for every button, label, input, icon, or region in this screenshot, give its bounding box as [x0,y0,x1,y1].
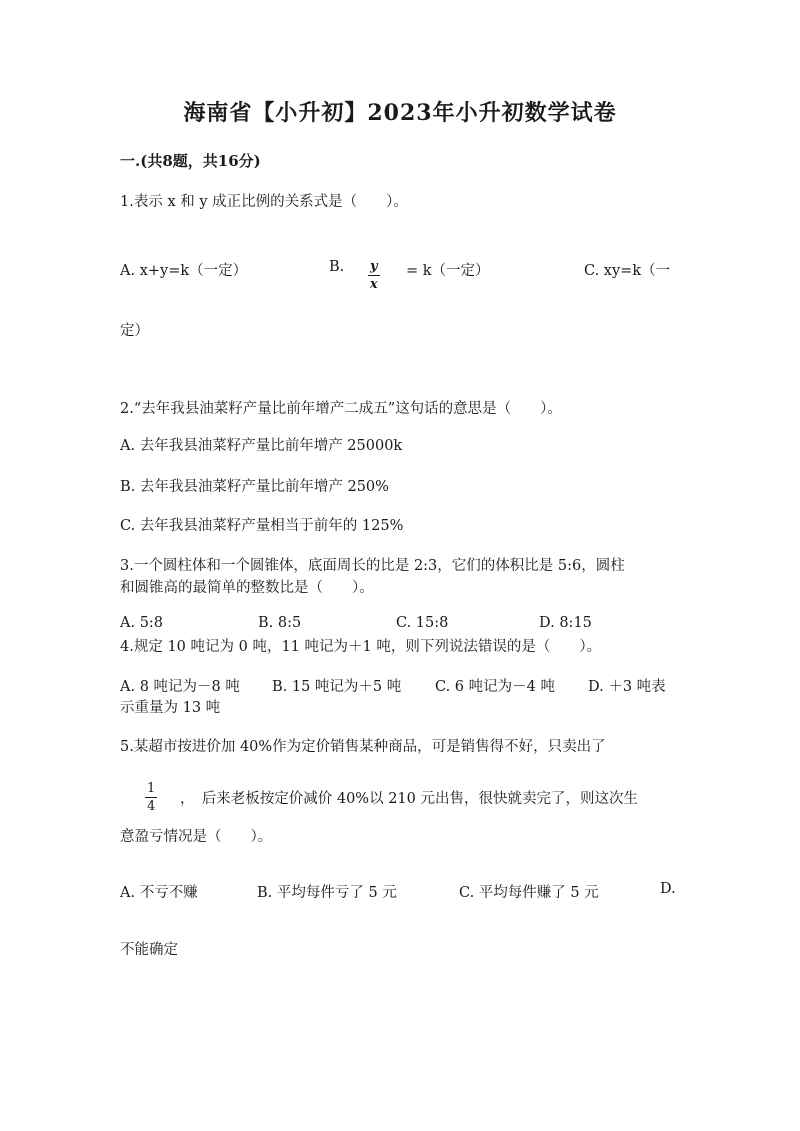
question-5-stem-line-1: 5.某超市按进价加 40%作为定价销售某种商品，可是销售得不好，只卖出了 [120,739,606,755]
fraction-denominator: 4 [147,799,156,814]
question-4-option-c: C. 6 吨记为－4 吨 [435,679,555,695]
question-3-stem-line-2: 和圆锥高的最简单的整数比是（ ）。 [120,580,374,596]
question-2-option-b: B. 去年我县油菜籽产量比前年增产 250% [120,479,389,495]
question-5-stem-line-3: 意盈亏情况是（ ）。 [120,829,273,845]
question-1-option-c: C. xy=k（一 [584,263,671,279]
fraction-numerator: y [370,259,378,274]
question-1-option-b-label: B. [329,259,345,275]
question-3-option-a: A. 5:8 [120,615,164,631]
question-5-stem-line-2: ， 后来老板按定价减价 40%以 210 元出售，很快就卖完了，则这次生 [180,791,638,807]
fraction-numerator: 1 [147,781,156,796]
question-2-option-c: C. 去年我县油菜籽产量相当于前年的 125% [120,518,404,534]
fraction-denominator: x [369,277,378,292]
question-1-option-b-text: = k（一定） [406,263,490,279]
question-3-option-d: D. 8:15 [539,615,592,631]
question-5-option-c: C. 平均每件赚了 5 元 [459,885,599,901]
question-5-option-b: B. 平均每件亏了 5 元 [257,885,397,901]
question-4-stem: 4.规定 10 吨记为 0 吨，11 吨记为＋1 吨，则下列说法错误的是（ ）。 [120,639,602,655]
question-4-option-a: A. 8 吨记为－8 吨 [120,679,240,695]
question-3-stem-line-1: 3.一个圆柱体和一个圆锥体，底面周长的比是 2:3，它们的体积比是 5:6，圆柱 [120,558,625,574]
question-1-option-b-fraction [368,255,380,291]
question-5-fraction [145,777,157,813]
question-4-option-d: D. ＋3 吨表 [588,679,666,695]
question-1-stem: 1.表示 x 和 y 成正比例的关系式是（ ）。 [120,194,408,210]
question-5-option-a: A. 不亏不赚 [120,885,198,901]
question-1-option-a: A. x+y=k（一定） [120,263,248,279]
question-1-option-c-continued: 定） [120,323,149,339]
question-2-stem: 2.“去年我县油菜籽产量比前年增产二成五”这句话的意思是（ ）。 [120,401,562,417]
question-3-option-b: B. 8:5 [258,615,302,631]
section-heading: 一.(共8题，共16分) [120,152,261,170]
page-title: 海南省【小升初】2023年小升初数学试卷 [183,100,617,126]
question-5-option-d: D. [660,881,676,897]
question-4-option-b: B. 15 吨记为＋5 吨 [272,679,402,695]
question-5-option-d-continued: 不能确定 [120,942,178,958]
question-4-option-d-continued: 示重量为 13 吨 [120,700,221,716]
question-3-option-c: C. 15:8 [396,615,449,631]
question-2-option-a: A. 去年我县油菜籽产量比前年增产 25000k [120,438,403,454]
